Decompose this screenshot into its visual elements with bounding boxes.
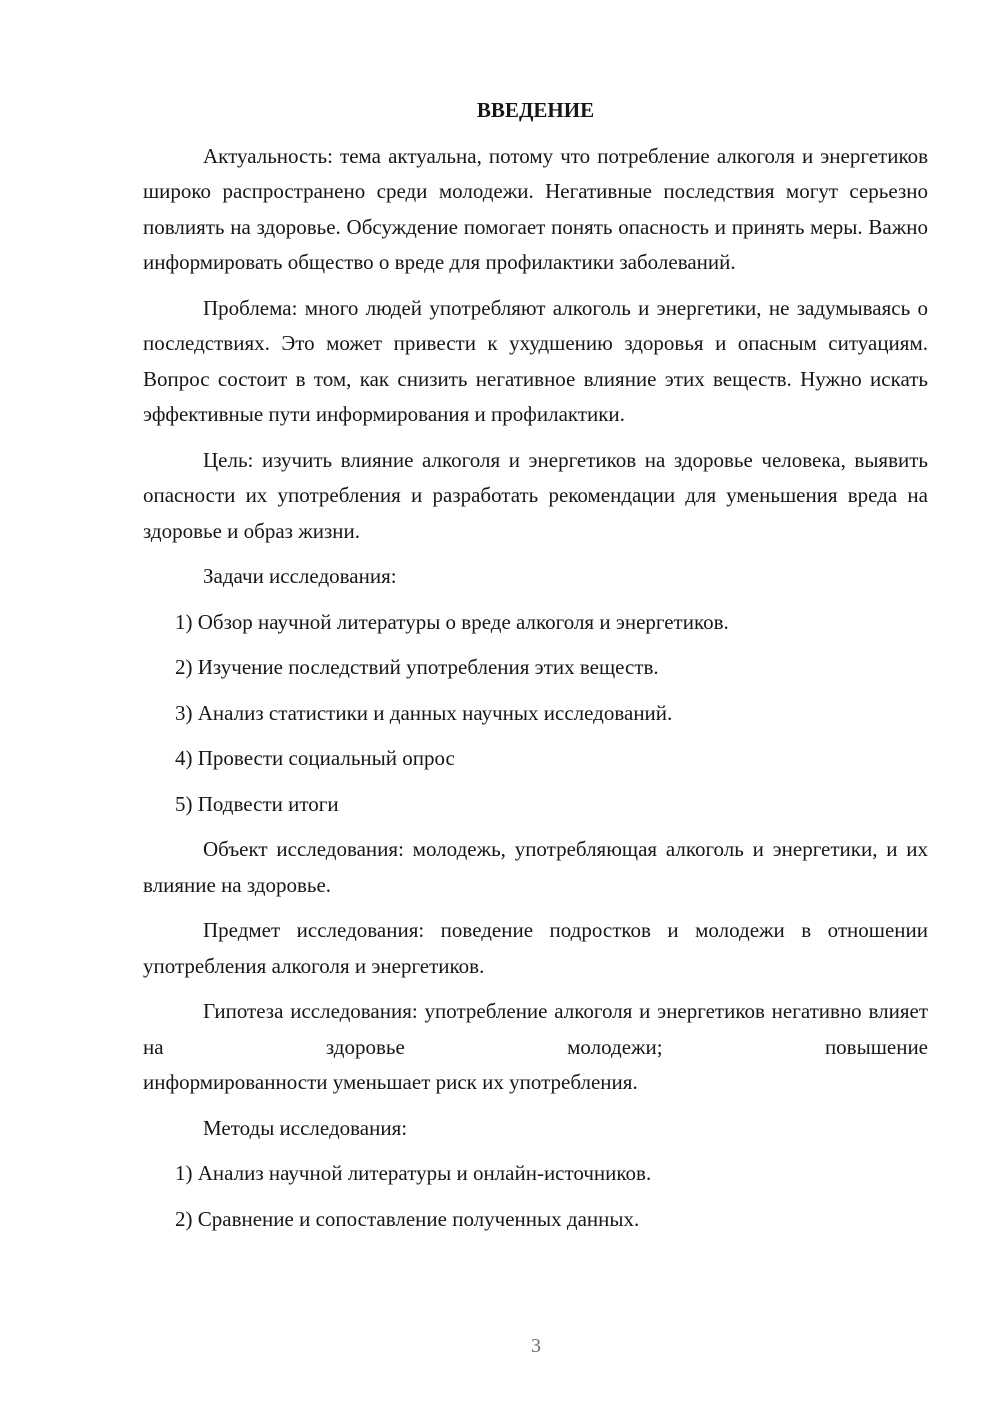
list-item: 4) Провести социальный опрос [175, 746, 455, 770]
subject-paragraph: Предмет исследования: поведение подростков и молодежи в отношении употребления алкоголя и энергетиков. [143, 918, 928, 978]
methods-list [143, 1156, 928, 1237]
problem-paragraph: Проблема: много людей употребляют алкоголь и энергетики, не задумываясь о последствиях. Это может привести к ухудшению здоровья и опасным ситуациям. Вопрос состоит в том, как снизить негативное влияние этих веществ. Нужно искать эффективные пути информирования и профилактики. [143, 295, 928, 426]
hypothesis-text-start: Гипотеза исследования: употребление алкоголя и энергетиков негативно влияет на здоровье молодежи; повышение [143, 999, 928, 1059]
tasks-list [143, 605, 928, 823]
object-paragraph: Объект исследования: молодежь, употребляющая алкоголь и энергетики, и их влияние на здоровье. [143, 837, 928, 897]
list-item: 2) Сравнение и сопоставление полученных данных. [175, 1206, 640, 1231]
relevance-paragraph: Актуальность: тема актуальна, потому что потребление алкоголя и энергетиков широко распространено среди молодежи. Негативные последствия могут серьезно повлиять на здоровье. Обсуждение помогает понять опасность и принять меры. Важно информировать общество о вреде для профилактики заболеваний. [143, 143, 928, 274]
section-title: ВВЕДЕНИЕ [476, 98, 595, 122]
document-body [143, 93, 928, 1247]
page-number: 3 [531, 1335, 541, 1357]
list-item: 1) Анализ научной литературы и онлайн-источников. [175, 1161, 652, 1185]
list-item: 1) Обзор научной литературы о вреде алкоголя и энергетиков. [175, 609, 729, 634]
list-item: 3) Анализ статистики и данных научных исследований. [175, 700, 673, 725]
list-item: 5) Подвести итоги [175, 791, 339, 816]
tasks-heading: Задачи исследования: [203, 564, 397, 588]
list-item: 2) Изучение последствий употребления этих веществ. [175, 655, 659, 679]
hypothesis-paragraph [143, 994, 928, 1101]
goal-paragraph: Цель: изучить влияние алкоголя и энергетиков на здоровье человека, выявить опасности их употребления и разработать рекомендации для уменьшения вреда на здоровье и образ жизни. [143, 447, 928, 543]
methods-heading: Методы исследования: [203, 1115, 408, 1140]
hypothesis-text-end: информированности уменьшает риск их употребления. [143, 1070, 638, 1094]
